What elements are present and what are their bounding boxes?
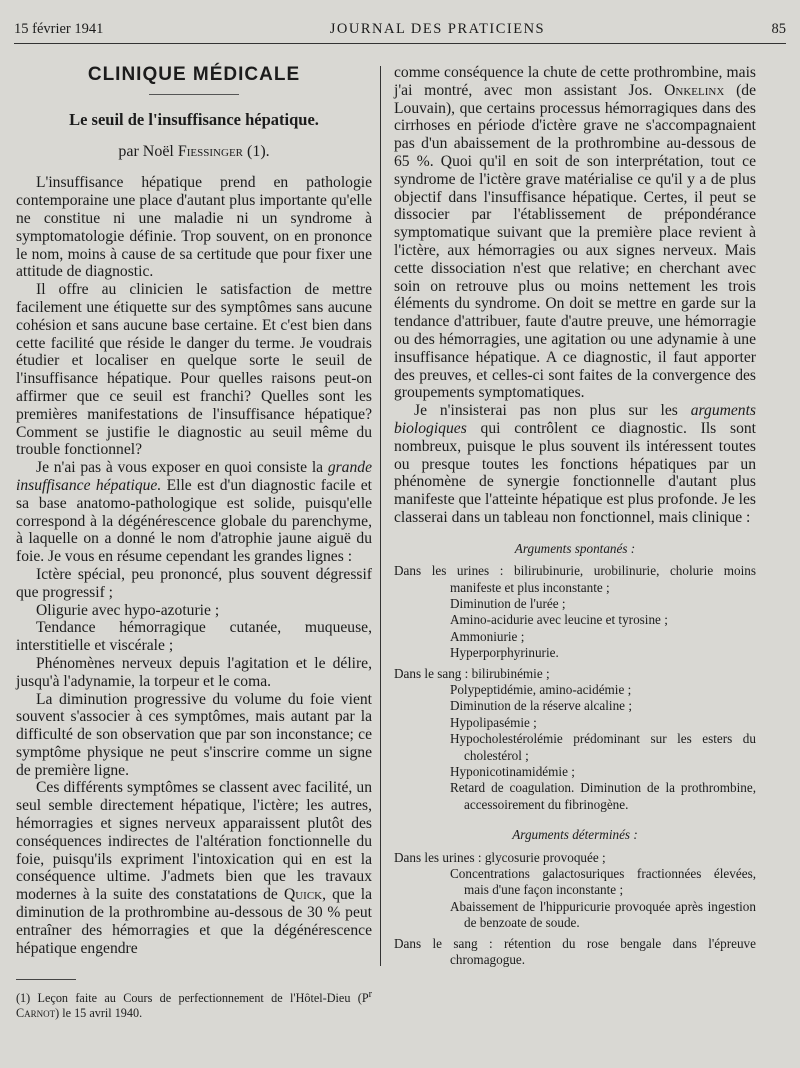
text-run: qui contrôlent ce diagnostic. Ils sont nombreux, puisque le plus souvent ils intéressent toutes ou presque toutes les fonctions hépatiques par un phénomène de synergie fonctionnelle d'autant plus manifeste que l'atteinte hépatique est plus profonde. Je les classerai dans un tableau non fonctionnel, mais clinique : <box>394 419 756 526</box>
symptom-item: Oligurie avec hypo-azoturie ; <box>36 601 220 619</box>
running-header <box>14 18 786 40</box>
emphasis: grande insuffisance hépatique. <box>16 459 372 494</box>
paragraph <box>16 459 372 566</box>
list-item: Hyponicotinamidémie ; <box>450 764 575 779</box>
list-item: Abaissement de l'hippuricurie provoquée après ingestion de benzoate de soude. <box>450 898 756 931</box>
cited-name: Onkelinx <box>664 81 725 99</box>
footnote-rule <box>16 979 76 980</box>
byline-footnote-ref: (1). <box>243 142 270 160</box>
text-run: Je n'insisterai pas non plus sur les <box>414 402 691 420</box>
symptom-item: Ictère spécial, peu prononcé, plus souvent dégressif que progressif ; <box>16 565 372 601</box>
header-rule <box>14 43 786 44</box>
article-title: Le seuil de l'insuffisance hépatique. <box>69 109 319 129</box>
byline-prefix: par Noël <box>118 142 174 160</box>
arguments-table <box>394 541 756 969</box>
text-run: Ces différents symptômes se classent avec facilité, un seul semble directement hépatique, l'ictère; les autres, hémorragies et signes nerveux apparaissent plutôt des conséquences indirectes de l'altération fonctionnelle du foie, puisqu'ils expriment l'intoxication qui en est la conséquence ultime. J'admets bien que les travaux modernes à la suite des constatations de <box>16 779 372 904</box>
section-rule <box>149 94 239 95</box>
section-heading: CLINIQUE MÉDICALE <box>87 64 301 85</box>
superscript: r <box>368 989 372 1001</box>
text-run: (1) Leçon faite au Cours de perfectionnement de l'Hôtel-Dieu (P <box>16 991 369 1006</box>
header-date: 15 février 1941 <box>14 20 104 37</box>
list-item: Concentrations galactosuriques fractionnées élevées, mais d'une façon inconstante ; <box>450 866 756 898</box>
emphasis: arguments biologiques <box>394 402 756 437</box>
byline <box>16 143 372 161</box>
group-lead: Dans le sang : bilirubinémie ; <box>394 665 550 681</box>
footnote <box>16 988 372 1020</box>
text-run: ) le 15 avril 1940. <box>55 1006 143 1021</box>
sang-group <box>394 666 756 814</box>
text-run: Je n'ai pas à vous exposer en quoi consiste la <box>36 459 328 477</box>
author-name: Fiessinger <box>177 142 243 160</box>
paragraph: L'insuffisance hépatique prend en pathologie contemporaine une place d'autant plus importante qu'elle ne constitue ni une maladie ni un syndrome à symptomatologie définie. Trop souvent, on en prononce le nom, moins à cause de sa certitude que pour fixer une attitude de diagnostic. <box>16 174 372 281</box>
list-item: Hypocholestérolémie prédominant sur les esters du cholestérol ; <box>450 731 756 763</box>
text-run: comme conséquence la chute de cette prothrombine, mais j'ai montré, avec mon assistant Jos. <box>394 64 756 99</box>
list-item: Retard de coagulation. Diminution de la prothrombine, accessoirement du fibrinogène. <box>450 780 756 812</box>
list-item: Diminution de l'urée ; <box>450 595 566 611</box>
subheading-determines: Arguments déterminés : <box>512 827 638 843</box>
text-run: Elle est d'un diagnostic facile et sa base anatomo-pathologique est solide, puisqu'elle correspond à la dégénérescence globale du parenchyme, à laquelle on a donné le nom d'atrophie jaune aiguë du foie. Je vous en résume cependant les grandes lignes : <box>16 476 372 566</box>
right-column <box>394 64 756 972</box>
symptom-item: Phénomènes nerveux depuis l'agitation et le délire, jusqu'à l'adynamie, la torpeur et le coma. <box>16 654 372 690</box>
text-run: (de Louvain), que certains processus hémorragiques dans des cirrhoses en période d'ictère grave ne s'accompagnaient pas d'un abaissement de la prothrombine au-dessous de 65 %. Quoi qu'il en soit de son interprétation, tout ce syndrome de l'ictère grave matérialise ce qu'il y a de plus objectif dans l'insuffisance hépatique. Certes, il peut se dissocier par l'établissement de prépondérance symptomatique suivant que la première place revient à l'ictère, aux hémorragies ou aux signes nerveux. Mais cette dissociation n'est que relative; en cherchant avec soin on retrouve plus ou moins nettement les trois éléments du syndrome. On doit se mettre en garde sur la tendance d'attribuer, faute d'autre preuve, une hémorragie ou des hémorragies, une agitation ou une adynamie à une insuffisance hépatique. A ce diagnostic, il faut apporter des preuves, et celles-ci sont faites de la convergence des groupements symptomatiques. <box>394 81 756 402</box>
list-item: Diminution de la réserve alcaline ; <box>450 698 632 714</box>
left-column <box>16 60 372 1021</box>
cited-name: Quick <box>283 886 323 904</box>
cited-name: Carnot <box>16 1006 56 1021</box>
list-item: Ammoniurie ; <box>450 628 525 644</box>
paragraph <box>16 779 372 957</box>
paragraph: La diminution progressive du volume du foie vient souvent s'associer à ces symptômes, mais autant par la difficulté de son observation que par son inconstance; ce symptôme physique ne peut s'inscrire comme un signe de première ligne. <box>16 690 372 779</box>
urines-group <box>394 850 756 932</box>
urines-group <box>394 563 756 661</box>
group-lead: Dans les urines : glycosurie provoquée ; <box>394 849 606 865</box>
group-lead: Dans les urines : bilirubinurie, urobilinurie, cholurie moins manifeste et plus inconstante ; <box>394 563 756 595</box>
list-item: Polypeptidémie, amino-acidémie ; <box>450 681 632 697</box>
subheading-spontanes: Arguments spontanés : <box>514 540 636 556</box>
paragraph: Il offre au clinicien le satisfaction de mettre facilement une étiquette sur des symptômes sans aucune cohésion et sans aucune base certaine. Et c'est bien dans cette facilité que réside le danger du terme. Je voudrais étudier et localiser en quelque sorte le seuil de l'insuffisance hépatique. Pour quelles raisons peut-on affirmer que ce seuil est franchi? Quelles sont les premières manifestations de l'insuffisance hépatique? Comment se justifie le diagnostic au seuil même du trouble fonctionnel? <box>16 281 372 459</box>
paragraph <box>394 402 756 527</box>
header-page-number: 85 <box>771 20 786 37</box>
list-item: Amino-acidurie avec leucine et tyrosine ; <box>450 612 668 628</box>
paragraph <box>394 64 756 402</box>
group-lead: Dans le sang : rétention du rose bengale dans l'épreuve chromagogue. <box>394 935 756 968</box>
list-item: Hyperporphyrinurie. <box>450 645 559 661</box>
symptom-item: Tendance hémorragique cutanée, muqueuse, interstitielle et viscérale ; <box>16 619 372 655</box>
list-item: Hypolipasémie ; <box>450 714 537 730</box>
column-divider <box>380 66 381 966</box>
text-run: , que la diminution de la prothrombine au-dessous de 30 % peut entraîner des hémorragies et que la dégénérescence hépatique engendre <box>16 886 372 957</box>
header-journal-title: JOURNAL DES PRATICIENS <box>329 20 546 37</box>
sang-group <box>394 936 756 969</box>
